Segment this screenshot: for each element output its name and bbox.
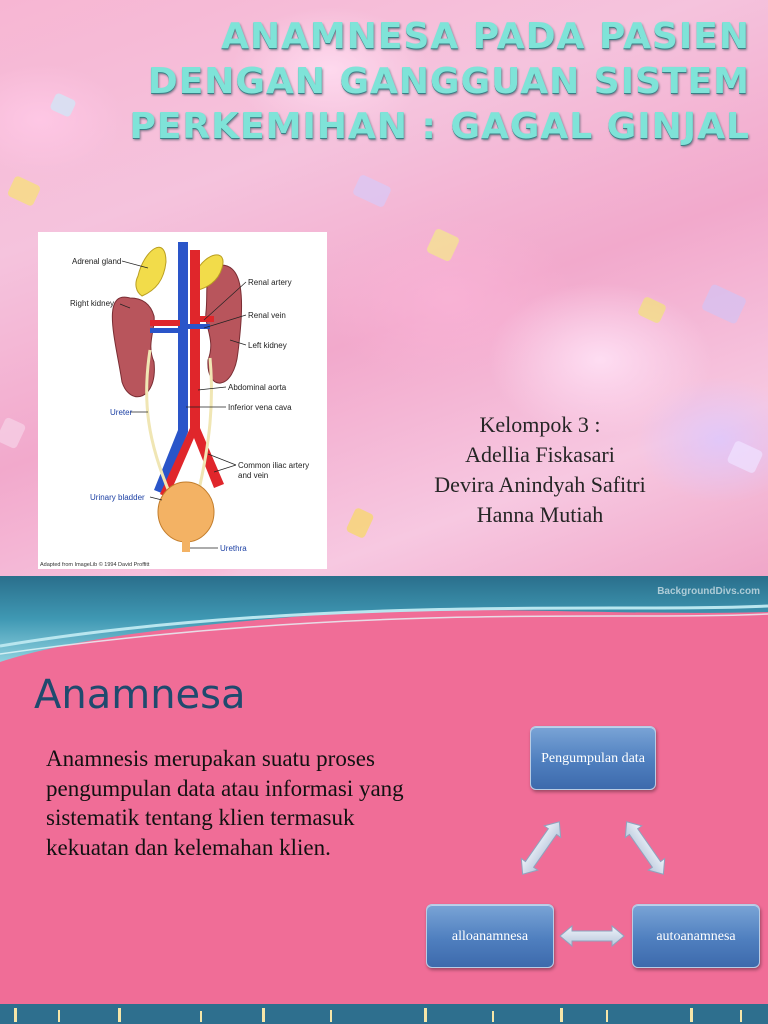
label-left-kidney: Left kidney bbox=[248, 341, 287, 350]
body-text: Anamnesis merupakan suatu proses pengumpulan data atau informasi yang sistematik tentang klien termasuk kekuatan dan kelemahan klien. bbox=[46, 746, 404, 860]
double-arrow-icon bbox=[560, 926, 624, 946]
label-renal-artery: Renal artery bbox=[248, 278, 292, 287]
slide-title: ANAMNESA PADA PASIEN DENGAN GANGGUAN SISTEM PERKEMIHAN : GAGAL GINJAL bbox=[129, 16, 750, 147]
label-urinary-bladder: Urinary bladder bbox=[90, 493, 145, 502]
urinary-system-diagram bbox=[38, 232, 327, 569]
decorative-crystal bbox=[426, 228, 461, 263]
label-right-kidney: Right kidney bbox=[70, 299, 115, 308]
label-common-iliac-1: Common iliac artery bbox=[238, 461, 310, 470]
bladder-shape bbox=[158, 482, 214, 542]
label-urethra: Urethra bbox=[220, 544, 247, 553]
renal-vessel-left-vein bbox=[188, 324, 210, 329]
label-inferior-vena-cava: Inferior vena cava bbox=[228, 403, 292, 412]
double-arrow-icon bbox=[514, 816, 567, 880]
member-name: Devira Anindyah Safitri bbox=[434, 472, 646, 497]
decorative-crystal bbox=[7, 175, 42, 207]
member-name: Hanna Mutiah bbox=[476, 502, 604, 527]
urethra-shape bbox=[182, 538, 190, 552]
label-common-iliac-2: and vein bbox=[238, 471, 269, 480]
diagram-credit: Adapted from ImageLib © 1994 David Proffitt bbox=[40, 562, 150, 568]
anamnesa-slide bbox=[0, 576, 768, 1024]
slide-title: Anamnesa bbox=[34, 672, 246, 718]
renal-vessel-right-vein bbox=[150, 328, 180, 333]
renal-vessel-left bbox=[198, 316, 214, 322]
label-adrenal-gland: Adrenal gland bbox=[72, 257, 122, 266]
cycle-arrows bbox=[0, 576, 768, 1024]
adrenal-gland-right-shape bbox=[136, 247, 166, 296]
decorative-crystal bbox=[345, 507, 374, 539]
cycle-node-label: autoanamnesa bbox=[656, 928, 736, 944]
decorative-crystal bbox=[701, 283, 747, 324]
decorative-wave-bottom bbox=[0, 998, 768, 1024]
decorative-crystal bbox=[0, 417, 26, 450]
decorative-crystal bbox=[637, 296, 667, 324]
group-members bbox=[390, 410, 690, 530]
background-watermark: BackgroundDivs.com bbox=[657, 586, 760, 597]
renal-vessel-right bbox=[150, 320, 180, 326]
double-arrow-icon bbox=[618, 816, 671, 880]
label-ureter: Ureter bbox=[110, 408, 133, 417]
cycle-node-label: alloanamnesa bbox=[451, 928, 529, 944]
label-renal-vein: Renal vein bbox=[248, 311, 286, 320]
group-heading: Kelompok 3 : bbox=[479, 412, 601, 437]
label-abdominal-aorta: Abdominal aorta bbox=[228, 383, 287, 392]
cycle-node-label: Pengumpulan data bbox=[541, 750, 645, 766]
decorative-crystal bbox=[726, 440, 763, 474]
member-name: Adellia Fiskasari bbox=[465, 442, 615, 467]
decorative-crystal bbox=[352, 174, 392, 208]
